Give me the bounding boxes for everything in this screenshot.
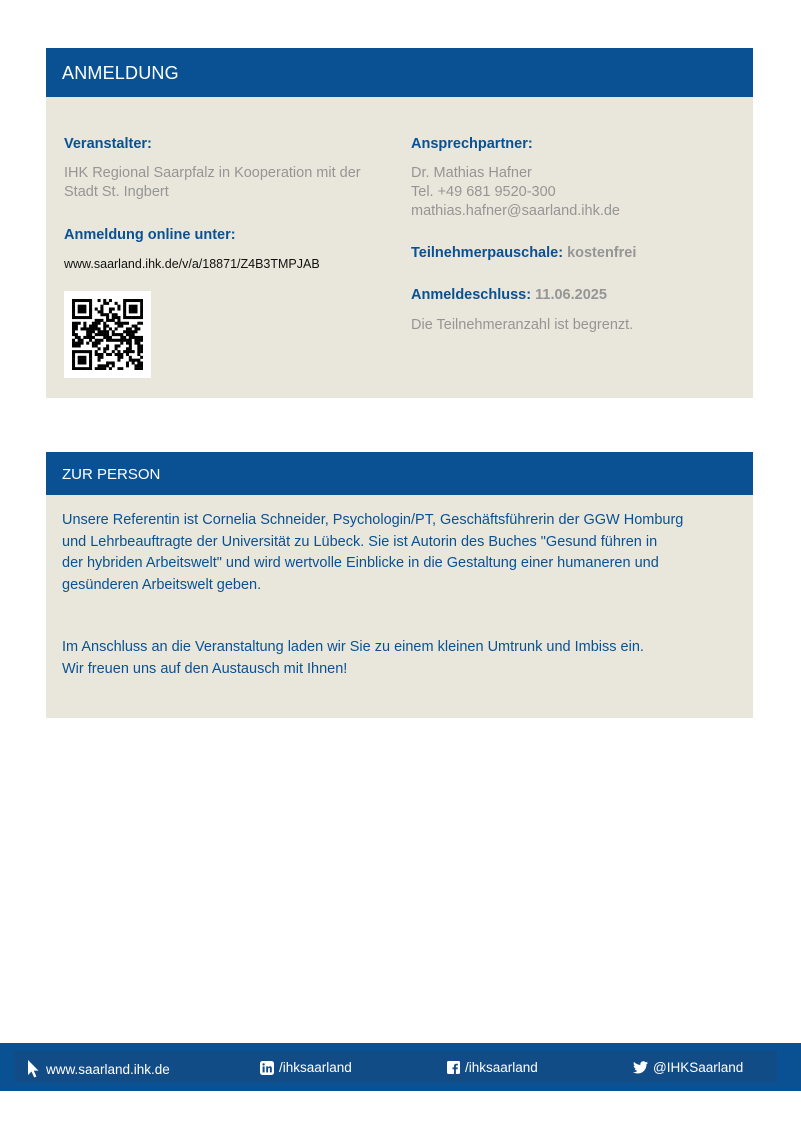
cursor-icon (27, 1060, 41, 1078)
organizer-label: Veranstalter: (64, 136, 152, 152)
linkedin-icon (260, 1061, 274, 1075)
qr-code[interactable] (64, 291, 151, 378)
fee-line: Teilnehmerpauschale: kostenfrei (411, 245, 637, 261)
contact-email[interactable]: mathias.hafner@saarland.ihk.de (411, 203, 620, 219)
contact-block (411, 164, 620, 221)
person-title: ZUR PERSON (62, 466, 161, 483)
person-panel (46, 495, 753, 718)
invitation-paragraph: Im Anschluss an die Veranstaltung laden wir Sie zu einem kleinen Umtrunk und Imbiss ein. Wir freuen uns auf den Austausch mit Ihnen! (62, 639, 644, 677)
contact-name: Dr. Mathias Hafner (411, 165, 532, 181)
person-header (46, 452, 753, 495)
footer-facebook-link[interactable]: /ihksaarland (447, 1060, 538, 1075)
contact-phone: Tel. +49 681 9520-300 (411, 184, 556, 200)
participant-limit-note: Die Teilnehmeranzahl ist begrenzt. (411, 317, 634, 333)
twitter-icon (633, 1061, 648, 1074)
footer-website-link[interactable]: www.saarland.ihk.de (27, 1060, 170, 1078)
speaker-paragraph: Unsere Referentin ist Cornelia Schneider, Psychologin/PT, Geschäftsführerin der GGW Homburg und Lehrbeauftragte der Universität zu Lübeck. Sie ist Autorin des Buches "Gesund führen in der hybriden Arbeitswelt" und wird wertvolle Einblicke in die Gestaltung einer humaneren und gesünderen Arbeitswelt geben. (62, 512, 684, 593)
deadline-value: 11.06.2025 (535, 287, 607, 303)
online-label: Anmeldung online unter: (64, 227, 236, 243)
registration-header (46, 48, 753, 97)
contact-label: Ansprechpartner: (411, 136, 533, 152)
facebook-icon (447, 1061, 460, 1074)
footer-linkedin-link[interactable]: /ihksaarland (260, 1060, 352, 1075)
footer-bar (0, 1043, 801, 1091)
online-url-link[interactable]: www.saarland.ihk.de/v/a/18871/Z4B3TMPJAB (64, 257, 320, 271)
deadline-line: Anmeldeschluss: 11.06.2025 (411, 287, 607, 303)
organizer-text: IHK Regional Saarpfalz in Kooperation mit der Stadt St. Ingbert (64, 165, 361, 200)
footer-twitter-link[interactable]: @IHKSaarland (633, 1060, 743, 1075)
registration-panel (46, 97, 753, 398)
registration-title: ANMELDUNG (62, 63, 179, 83)
fee-value: kostenfrei (567, 245, 637, 261)
qr-code-icon (72, 299, 143, 370)
